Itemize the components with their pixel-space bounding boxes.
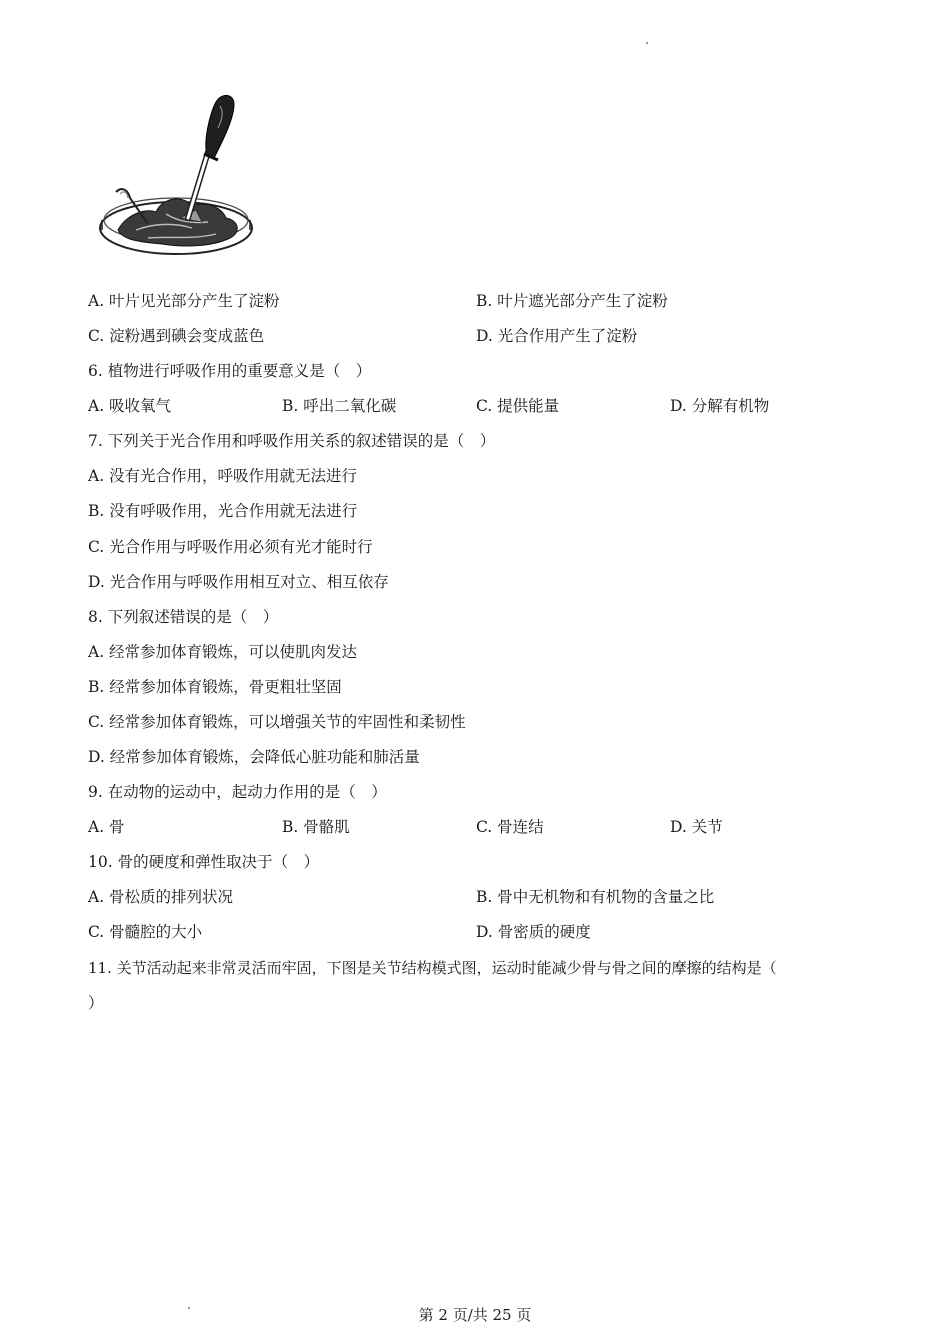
q7-option-b: B. 没有呼吸作用，光合作用就无法进行 [88, 502, 358, 520]
q5-option-a: A. 叶片见光部分产生了淀粉 [88, 292, 280, 310]
q9-option-c: C. 骨连结 [476, 818, 544, 836]
q9-option-b: B. 骨骼肌 [282, 818, 350, 836]
q6-option-c: C. 提供能量 [476, 397, 560, 415]
q8-stem: 8. 下列叙述错误的是（ ） [88, 608, 279, 626]
q10-option-a: A. 骨松质的排列状况 [88, 888, 234, 906]
petri-dish-dropper-figure [96, 90, 266, 265]
q6-stem: 6. 植物进行呼吸作用的重要意义是（ ） [88, 362, 372, 380]
q6-option-a: A. 吸收氧气 [88, 397, 172, 415]
q9-option-d: D. 关节 [670, 818, 723, 836]
page-footer: 第 2 页/共 25 页 [418, 1306, 532, 1324]
q9-option-a: A. 骨 [88, 818, 125, 836]
q7-option-d: D. 光合作用与呼吸作用相互对立、相互依存 [88, 573, 389, 591]
q8-option-c: C. 经常参加体育锻炼，可以增强关节的牢固性和柔韧性 [88, 713, 466, 731]
petri-dish-illustration [96, 90, 266, 265]
q8-option-b: B. 经常参加体育锻炼，骨更粗壮坚固 [88, 678, 342, 696]
q7-option-a: A. 没有光合作用，呼吸作用就无法进行 [88, 467, 358, 485]
q6-option-b: B. 呼出二氧化碳 [282, 397, 397, 415]
q11-stem-line2: ） [88, 994, 104, 1012]
q5-option-d: D. 光合作用产生了淀粉 [476, 327, 638, 345]
q7-option-c: C. 光合作用与呼吸作用必须有光才能时行 [88, 538, 373, 556]
q8-option-d: D. 经常参加体育锻炼，会降低心脏功能和肺活量 [88, 748, 420, 766]
q5-option-b: B. 叶片遮光部分产生了淀粉 [476, 292, 668, 310]
q10-option-b: B. 骨中无机物和有机物的含量之比 [476, 888, 715, 906]
q7-stem: 7. 下列关于光合作用和呼吸作用关系的叙述错误的是（ ） [88, 432, 496, 450]
q6-option-d: D. 分解有机物 [670, 397, 770, 415]
q10-option-d: D. 骨密质的硬度 [476, 923, 591, 941]
q9-stem: 9. 在动物的运动中，起动力作用的是（ ） [88, 783, 387, 801]
q10-stem: 10. 骨的硬度和弹性取决于（ ） [88, 853, 320, 871]
scan-speck [646, 42, 648, 44]
q10-option-c: C. 骨髓腔的大小 [88, 923, 203, 941]
q11-stem-line1: 11. 关节活动起来非常灵活而牢固，下图是关节结构模式图，运动时能减少骨与骨之间的摩擦的结构是（ [88, 959, 777, 977]
q5-option-c: C. 淀粉遇到碘会变成蓝色 [88, 327, 265, 345]
q8-option-a: A. 经常参加体育锻炼，可以使肌肉发达 [88, 643, 358, 661]
